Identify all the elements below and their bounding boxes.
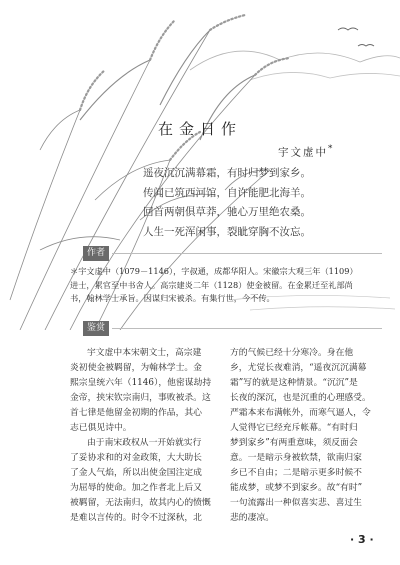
appreciation-line: 被羁留，无法南归，故其内心的愤慨 (70, 498, 211, 508)
appreciation-line: 方的气候已经十分寒冷。身在他 (230, 348, 354, 358)
appreciation-line: 首七律是他留金初期的作品，其心 (70, 408, 202, 418)
appreciation-line: 熙宗皇统六年（1146），他密谋劫持 (70, 378, 212, 388)
footnote-mark: * (328, 144, 335, 154)
appreciation-line: 金帝，挟宋钦宗南归，事败被杀。这 (70, 393, 211, 403)
appreciation-line: 霜”写的就是这种情景。“沉沉”是 (230, 378, 358, 388)
appreciation-section-rule (112, 328, 382, 329)
appreciation-line: 人觉得它已经充斥帐幕。“有时归 (230, 423, 358, 433)
appreciation-line: 是难以言传的。时令不过深秋，北 (70, 513, 202, 523)
appreciation-column-left (70, 346, 221, 526)
poem-line: 人生一死浑闲事，裂眦穿胸不汝忘。 (143, 225, 311, 238)
appreciation-line: 严霜本来布满帐外，而寒气逼人，令 (230, 408, 371, 418)
appreciation-line: 梦到家乡”有两重意味，须反面会 (230, 438, 358, 448)
appreciation-line: 意。一是暗示身被软禁，欲南归家 (230, 453, 362, 463)
author-section-tag: 作者 (83, 246, 109, 261)
appreciation-line: 悲的凄凉。 (230, 513, 274, 523)
appreciation-line: 能成梦，或梦不到家乡。故“有时” (230, 483, 363, 493)
poem-line: 回首两朝俱草莽，驰心万里绝农桑。 (143, 206, 311, 218)
author-note-line: 书，翰林学士承旨。因谋归宋被杀。有集行世，今不传。 (70, 293, 275, 303)
appreciation-line: 乡已不自由；二是暗示更多时候不 (230, 468, 362, 478)
appreciation-line: 宇文虚中本宋朝文士，高宗建 (87, 348, 202, 358)
poem-author (278, 144, 334, 160)
appreciation-line: 一句流露出一种似喜实悲、喜过生 (230, 498, 362, 508)
appreciation-line: 了妥协求和的对金政策，大大助长 (70, 453, 202, 463)
poem-line: 传闻已筑西河馆，自许能肥北海羊。 (143, 186, 311, 199)
appreciation-line: 长夜的深沉，也是沉重的心理感受。 (230, 393, 371, 403)
poem-author-name: 宇文虚中 (278, 146, 328, 159)
appreciation-column-right (230, 346, 381, 526)
poem-line: 遥夜沉沉满幕霜，有时归梦到家乡。 (143, 167, 311, 179)
author-section-rule (112, 253, 382, 254)
author-note-line: 进士，累官至中书舍人。高宗建炎二年（1128）使金被留。在金累迁至礼部尚 (70, 279, 353, 290)
appreciation-line: 志已俱见诗中。 (70, 423, 132, 433)
appreciation-line: 为屈辱的使命。加之作者北上后又 (70, 483, 202, 493)
appreciation-line: 乡，尤觉长夜难消，“遥夜沉沉满幕 (230, 363, 367, 373)
author-note (70, 265, 376, 306)
appreciation-line: 炎初使金被羁留，为翰林学士。金 (70, 363, 202, 373)
appreciation-line: 了金人气焰，所以出使金国注定成 (70, 468, 202, 478)
page-number: · 3 · (350, 533, 374, 546)
author-note-line: ＊宇文虚中（1079－1146），字叔通，成都华阳人。宋徽宗大观三年（1109） (70, 266, 358, 276)
appreciation-section-tag: 鉴赏 (83, 321, 109, 336)
poem-title: 在金日作 (157, 120, 242, 138)
appreciation-line: 由于南宋政权从一开始就实行 (87, 438, 202, 448)
poem-body (143, 164, 393, 242)
